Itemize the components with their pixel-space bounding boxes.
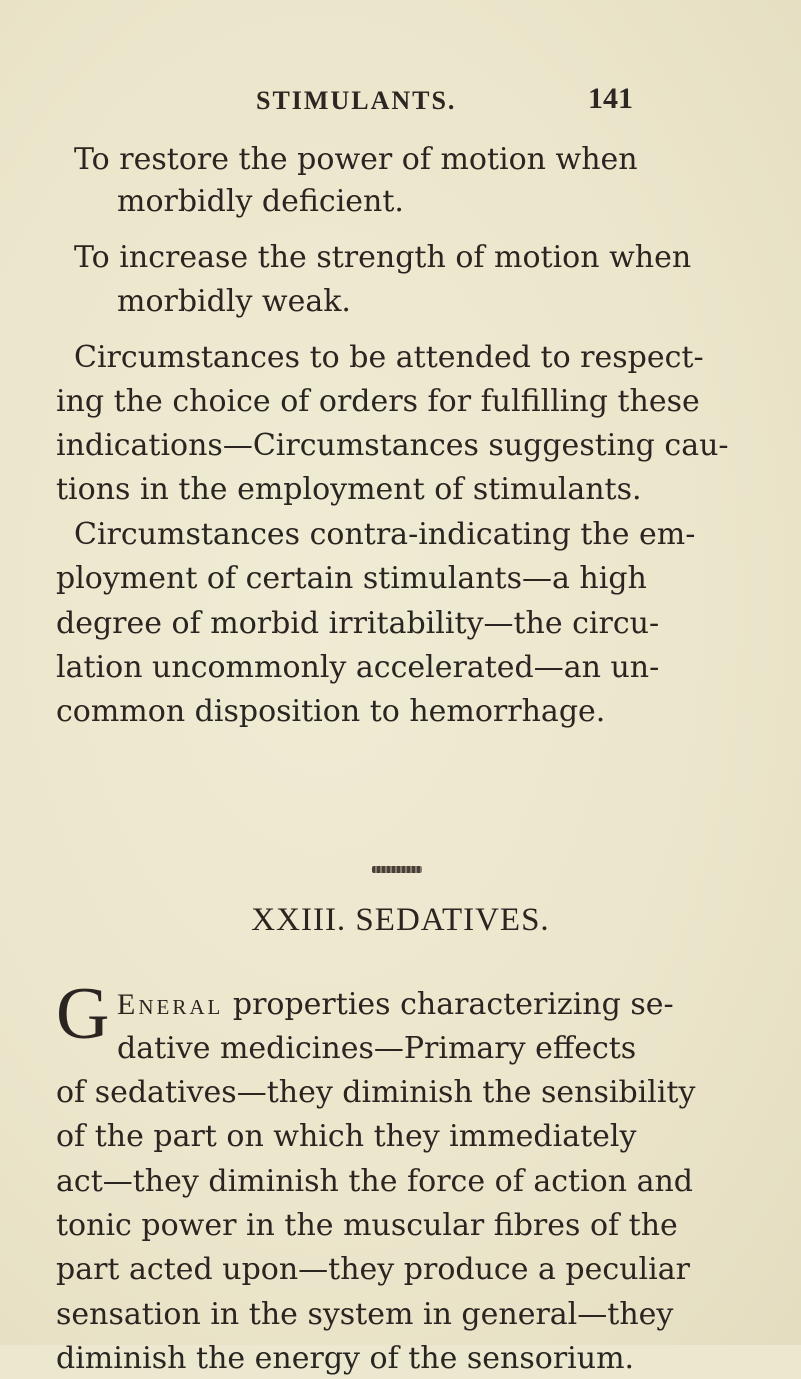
text-line: act—they diminish the force of action and [56,1164,694,1199]
page-header [0,82,801,122]
text-line: To restore the power of motion when [74,142,638,177]
text-line: sensation in the system in general—they [56,1297,674,1332]
text-line: To increase the strength of motion when [74,240,692,275]
text-line: Circumstances contra-indicating the em- [74,517,696,552]
text-line [117,985,674,1025]
text-line: ing the choice of orders for fulfilling these [56,384,700,419]
section-divider [372,866,422,873]
text-line: morbidly weak. [117,284,351,319]
text-line: ployment of certain stimulants—a high [56,561,647,596]
text-line: Circumstances to be attended to respect- [74,340,704,375]
text-line: dative medicines—Primary effects [117,1031,637,1066]
section-title: XXIII. SEDATIVES. [251,902,550,938]
first-word-smallcaps: Eneral [117,988,224,1021]
running-head: STIMULANTS. [256,86,457,115]
text-line: diminish the energy of the sensorium. [56,1341,635,1376]
text-line: tions in the employment of stimulants. [56,472,642,507]
page-number: 141 [588,82,633,115]
drop-cap: G [56,973,110,1055]
text-line: common disposition to hemorrhage. [56,694,606,729]
text-line: degree of morbid irritability—the circu- [56,606,660,641]
text-line: of the part on which they immediately [56,1119,637,1154]
text-line: tonic power in the muscular fibres of the [56,1208,678,1243]
text-line: of sedatives—they diminish the sensibility [56,1075,696,1110]
text-line: indications—Circumstances suggesting cau- [56,428,729,463]
text-line: lation uncommonly accelerated—an un- [56,650,660,685]
text-line: morbidly deficient. [117,184,404,219]
first-line-rest: properties characterizing se- [223,987,674,1022]
text-line: part acted upon—they produce a peculiar [56,1252,690,1287]
